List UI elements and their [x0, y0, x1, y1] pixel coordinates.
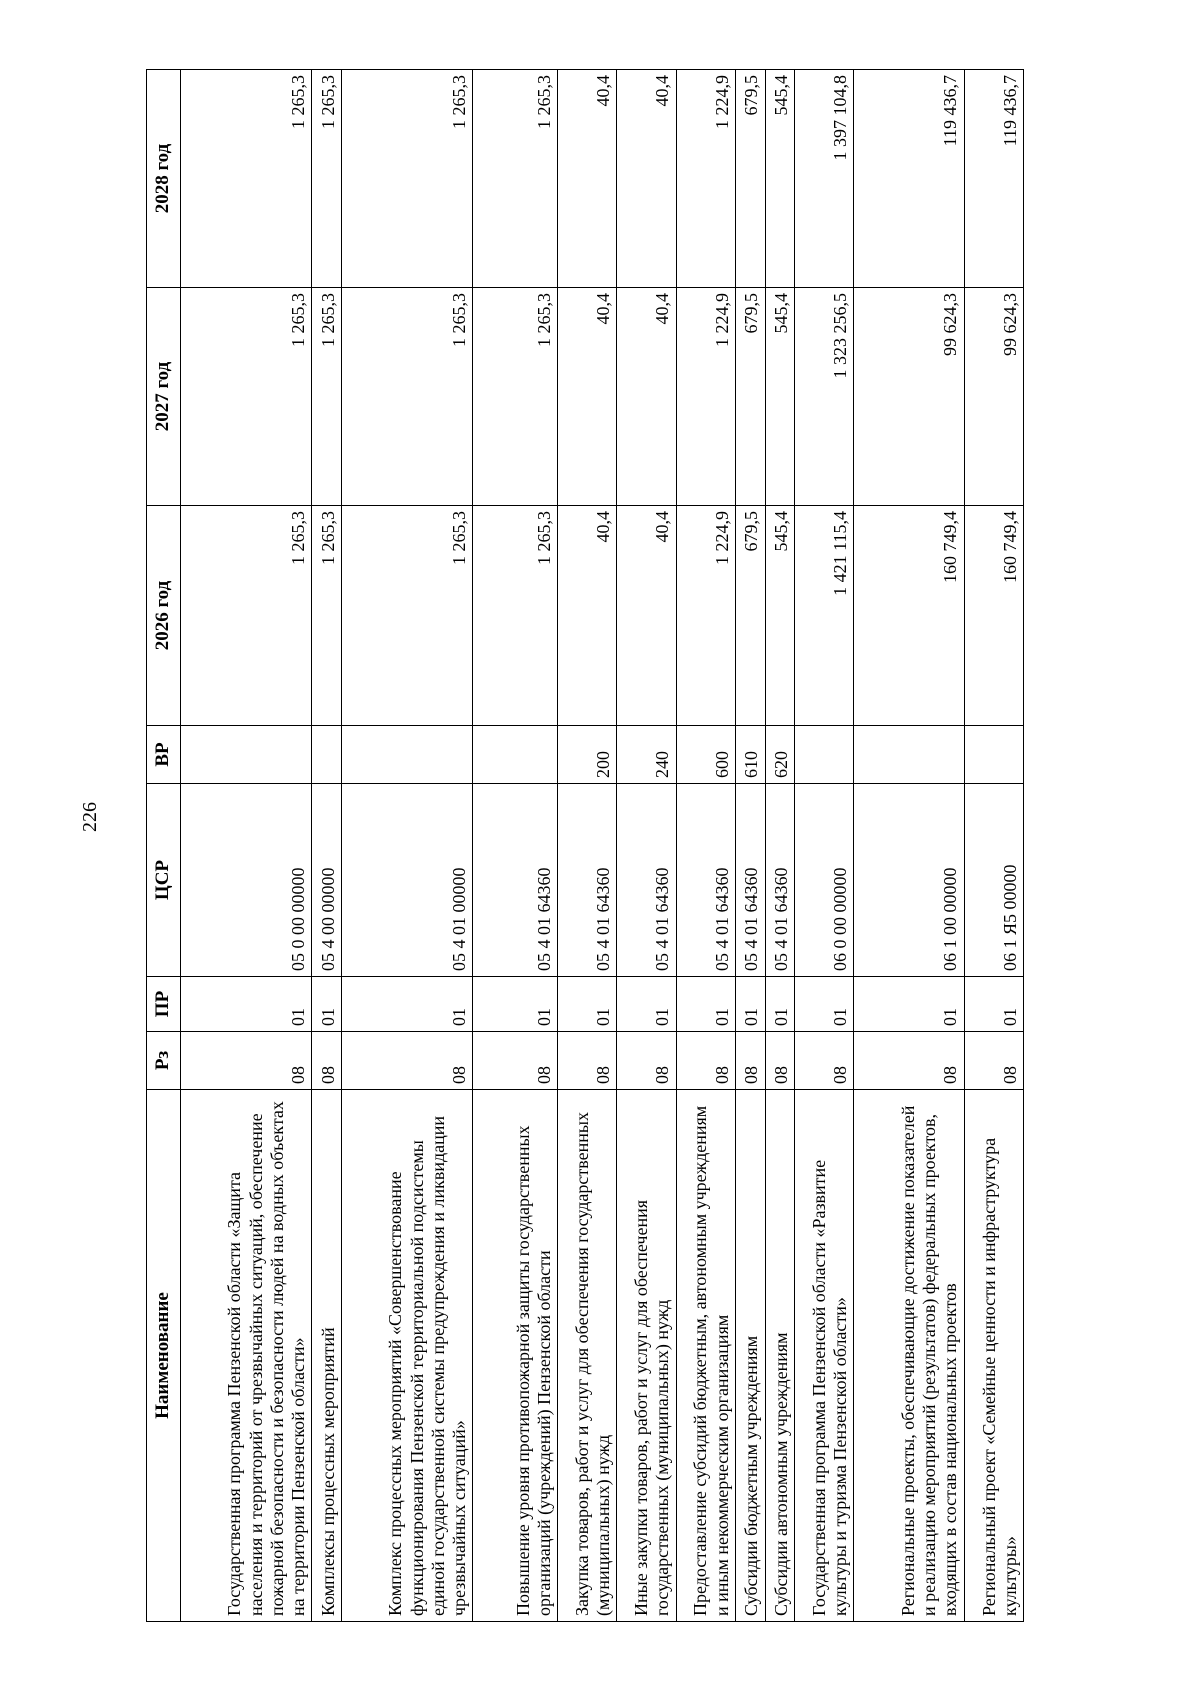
cell-name: Региональные проекты, обеспечивающие достижение показателей и реализацию мероприятий (результатов) федеральных проектов, входящих в состав национальных проектов	[854, 1090, 964, 1622]
cell-2028: 1 397 104,8	[795, 70, 854, 288]
cell-pr: 01	[735, 977, 765, 1032]
table-row	[312, 70, 342, 1622]
table-row	[765, 70, 795, 1622]
header-2028: 2028 год	[147, 70, 181, 288]
cell-name: Субсидии автономным учреждениям	[765, 1090, 795, 1622]
cell-2027: 1 265,3	[341, 288, 472, 506]
table-row	[854, 70, 964, 1622]
cell-2027: 99 624,3	[964, 288, 1023, 506]
cell-csr: 06 1 00 00000	[854, 784, 964, 977]
table-row	[964, 70, 1023, 1622]
table-row	[795, 70, 854, 1622]
cell-name: Комплекс процессных мероприятий «Совершенствование функционирования Пензенской территориальной подсистемы единой государственной системы предупреждения и ликвидации чрезвычайных ситуаций»	[341, 1090, 472, 1622]
cell-2028: 679,5	[735, 70, 765, 288]
cell-2028: 40,4	[557, 70, 616, 288]
cell-2027: 1 224,9	[676, 288, 735, 506]
cell-rz: 08	[473, 1032, 558, 1090]
cell-rz: 08	[765, 1032, 795, 1090]
cell-pr: 01	[341, 977, 472, 1032]
cell-name: Иные закупки товаров, работ и услуг для обеспечения государственных (муниципальных) нужд	[617, 1090, 676, 1622]
cell-csr: 06 1 Я5 00000	[964, 784, 1023, 977]
cell-2026: 1 265,3	[181, 506, 312, 726]
cell-2028: 1 265,3	[473, 70, 558, 288]
table-row	[676, 70, 735, 1622]
table-row	[341, 70, 472, 1622]
cell-csr: 05 4 01 64360	[676, 784, 735, 977]
cell-2028: 1 265,3	[312, 70, 342, 288]
cell-csr: 05 0 00 00000	[181, 784, 312, 977]
cell-2027: 1 265,3	[312, 288, 342, 506]
budget-table	[146, 69, 1024, 1622]
cell-rz: 08	[735, 1032, 765, 1090]
cell-name: Государственная программа Пензенской области «Защита населения и территорий от чрезвычайных ситуаций, обеспечение пожарной безопасности и безопасности людей на водных объектах на территории Пензенской области»	[181, 1090, 312, 1622]
header-vr: ВР	[147, 726, 181, 784]
cell-csr: 05 4 01 64360	[557, 784, 616, 977]
cell-rz: 08	[795, 1032, 854, 1090]
cell-2028: 545,4	[765, 70, 795, 288]
cell-name: Региональный проект «Семейные ценности и инфраструктура культуры»	[964, 1090, 1023, 1622]
cell-rz: 08	[676, 1032, 735, 1090]
cell-rz: 08	[964, 1032, 1023, 1090]
cell-pr: 01	[557, 977, 616, 1032]
cell-csr: 06 0 00 00000	[795, 784, 854, 977]
cell-2026: 40,4	[617, 506, 676, 726]
cell-pr: 01	[181, 977, 312, 1032]
cell-2027: 1 265,3	[181, 288, 312, 506]
cell-2028: 1 265,3	[341, 70, 472, 288]
cell-2028: 119 436,7	[964, 70, 1023, 288]
cell-name: Субсидии бюджетным учреждениям	[735, 1090, 765, 1622]
cell-pr: 01	[964, 977, 1023, 1032]
cell-pr: 01	[765, 977, 795, 1032]
cell-vr	[854, 726, 964, 784]
cell-2026: 545,4	[765, 506, 795, 726]
header-rz: Рз	[147, 1032, 181, 1090]
cell-pr: 01	[854, 977, 964, 1032]
cell-2026: 160 749,4	[964, 506, 1023, 726]
cell-2026: 1 265,3	[341, 506, 472, 726]
cell-vr	[473, 726, 558, 784]
cell-name: Предоставление субсидий бюджетным, автономным учреждениям и иным некоммерческим организациям	[676, 1090, 735, 1622]
cell-vr	[181, 726, 312, 784]
header-name: Наименование	[147, 1090, 181, 1622]
cell-rz: 08	[617, 1032, 676, 1090]
cell-2027: 1 265,3	[473, 288, 558, 506]
cell-2027: 40,4	[557, 288, 616, 506]
header-pr: ПР	[147, 977, 181, 1032]
cell-csr: 05 4 01 64360	[735, 784, 765, 977]
cell-2027: 545,4	[765, 288, 795, 506]
cell-2026: 1 265,3	[473, 506, 558, 726]
cell-name: Государственная программа Пензенской области «Развитие культуры и туризма Пензенской области»	[795, 1090, 854, 1622]
cell-vr	[341, 726, 472, 784]
cell-rz: 08	[854, 1032, 964, 1090]
cell-vr: 620	[765, 726, 795, 784]
cell-2028: 1 265,3	[181, 70, 312, 288]
cell-2027: 679,5	[735, 288, 765, 506]
cell-vr: 610	[735, 726, 765, 784]
cell-pr: 01	[473, 977, 558, 1032]
cell-csr: 05 4 01 64360	[765, 784, 795, 977]
table-row	[735, 70, 765, 1622]
cell-rz: 08	[181, 1032, 312, 1090]
cell-name: Комплексы процессных мероприятий	[312, 1090, 342, 1622]
cell-name: Повышение уровня противопожарной защиты государственных организаций (учреждений) Пензенской области	[473, 1090, 558, 1622]
cell-pr: 01	[312, 977, 342, 1032]
table-header-row	[147, 70, 181, 1622]
cell-vr	[795, 726, 854, 784]
page-number: 226	[79, 802, 101, 832]
rotated-table-container	[146, 70, 1024, 1622]
cell-pr: 01	[676, 977, 735, 1032]
cell-pr: 01	[795, 977, 854, 1032]
header-2026: 2026 год	[147, 506, 181, 726]
cell-2026: 1 421 115,4	[795, 506, 854, 726]
cell-rz: 08	[341, 1032, 472, 1090]
cell-csr: 05 4 01 64360	[473, 784, 558, 977]
cell-rz: 08	[312, 1032, 342, 1090]
cell-2026: 1 265,3	[312, 506, 342, 726]
cell-vr: 200	[557, 726, 616, 784]
cell-pr: 01	[617, 977, 676, 1032]
cell-vr: 600	[676, 726, 735, 784]
cell-2028: 119 436,7	[854, 70, 964, 288]
cell-vr	[312, 726, 342, 784]
cell-vr	[964, 726, 1023, 784]
table-row	[181, 70, 312, 1622]
header-2027: 2027 год	[147, 288, 181, 506]
cell-2026: 679,5	[735, 506, 765, 726]
cell-csr: 05 4 01 00000	[341, 784, 472, 977]
cell-rz: 08	[557, 1032, 616, 1090]
table-row	[617, 70, 676, 1622]
cell-2027: 40,4	[617, 288, 676, 506]
cell-csr: 05 4 01 64360	[617, 784, 676, 977]
cell-2028: 1 224,9	[676, 70, 735, 288]
cell-2027: 99 624,3	[854, 288, 964, 506]
cell-2026: 1 224,9	[676, 506, 735, 726]
header-csr: ЦСР	[147, 784, 181, 977]
table-row	[473, 70, 558, 1622]
table-row	[557, 70, 616, 1622]
cell-2028: 40,4	[617, 70, 676, 288]
cell-2027: 1 323 256,5	[795, 288, 854, 506]
cell-vr: 240	[617, 726, 676, 784]
cell-name: Закупка товаров, работ и услуг для обеспечения государственных (муниципальных) нужд	[557, 1090, 616, 1622]
cell-csr: 05 4 00 00000	[312, 784, 342, 977]
cell-2026: 160 749,4	[854, 506, 964, 726]
cell-2026: 40,4	[557, 506, 616, 726]
